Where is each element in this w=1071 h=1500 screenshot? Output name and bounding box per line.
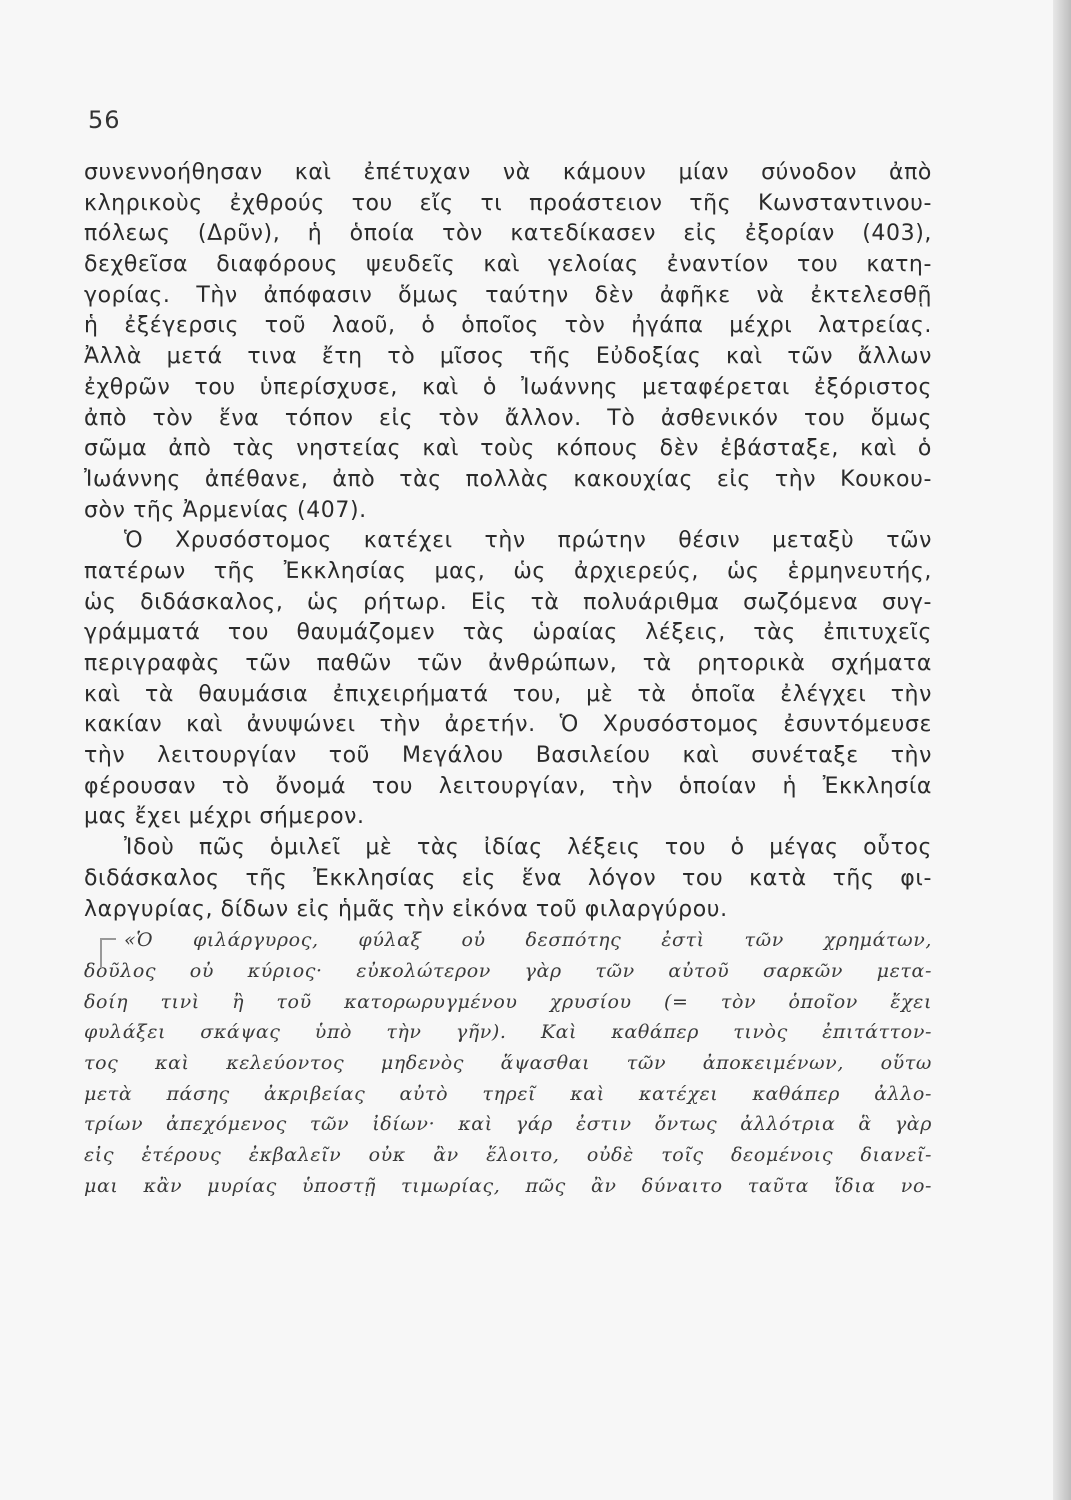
quote-line: μαι κἂν μυρίας ὑποστῇ τιμωρίας, πῶς ἂν δύναιτο ταῦτα ἴδια νο- xyxy=(84,1174,932,1197)
text-line: κακίαν καὶ ἀνυψώνει τὴν ἀρετήν. Ὁ Χρυσόστομος ἐσυντόμευσε xyxy=(84,712,932,738)
paragraph xyxy=(84,833,932,925)
text-line: Ὁ Χρυσόστομος κατέχει τὴν πρώτην θέσιν μεταξὺ τῶν xyxy=(124,528,932,554)
text-line: δεχθεῖσα διαφόρους ψευδεῖς καὶ γελοίας ἐναντίον του κατη- xyxy=(84,252,932,278)
body-text xyxy=(84,158,932,1201)
text-line: Ἀλλὰ μετά τινα ἔτη τὸ μῖσος τῆς Εὐδοξίας καὶ τῶν ἄλλων xyxy=(84,344,932,370)
quote-line: φυλάξει σκάψας ὑπὸ τὴν γῆν). Καὶ καθάπερ τινὸς ἐπιτάττον- xyxy=(84,1021,932,1044)
page-edge-shadow xyxy=(1053,0,1071,1500)
text-line: μας ἔχει μέχρι σήμερον. xyxy=(84,804,365,830)
text-line: σὸν τῆς Ἀρμενίας (407). xyxy=(84,497,367,523)
quote-line: δοίη τινὶ ἢ τοῦ κατορωρυγμένου χρυσίου (= τὸν ὁποῖον ἔχει xyxy=(84,990,932,1013)
paragraph xyxy=(84,526,932,833)
paragraph xyxy=(84,158,932,526)
quotation xyxy=(84,925,932,1201)
text-line: φέρουσαν τὸ ὄνομά του λειτουργίαν, τὴν ὁποίαν ἡ Ἐκκλησία xyxy=(84,773,932,799)
quote-line: τρίων ἀπεχόμενος τῶν ἰδίων· καὶ γάρ ἐστιν ὄντως ἀλλότρια ἃ γὰρ xyxy=(84,1113,932,1136)
text-line: διδάσκαλος τῆς Ἐκκλησίας εἰς ἕνα λόγον του κατὰ τῆς φι- xyxy=(84,865,932,891)
margin-bracket-mark xyxy=(100,938,116,968)
text-line: περιγραφὰς τῶν παθῶν τῶν ἀνθρώπων, τὰ ρητορικὰ σχήματα xyxy=(84,651,932,676)
text-line: πατέρων τῆς Ἐκκλησίας μας, ὡς ἀρχιερεύς, ὡς ἑρμηνευτής, xyxy=(84,558,932,584)
page-number: 56 xyxy=(88,106,121,134)
quote-line: τος καὶ κελεύοντος μηδενὸς ἅψασθαι τῶν ἀποκειμένων, οὕτω xyxy=(84,1051,932,1074)
text-line: πόλεως (Δρῦν), ἡ ὁποία τὸν κατεδίκασεν εἰς ἐξορίαν (403), xyxy=(84,221,932,247)
quote-line: δοῦλος οὐ κύριος· εὐκολώτερον γὰρ τῶν αὐτοῦ σαρκῶν μετα- xyxy=(84,959,932,982)
text-line: κληρικοὺς ἐχθρούς του εἴς τι προάστειον τῆς Κωνσταντινου- xyxy=(84,190,932,216)
quote-line: «Ὁ φιλάργυρος, φύλαξ οὐ δεσπότης ἐστὶ τῶν χρημάτων, xyxy=(124,929,932,952)
text-line: συνεννοήθησαν καὶ ἐπέτυχαν νὰ κάμουν μίαν σύνοδον ἀπὸ xyxy=(84,160,932,185)
text-line: ὡς διδάσκαλος, ὡς ρήτωρ. Εἰς τὰ πολυάριθμα σωζόμενα συγ- xyxy=(84,589,932,615)
text-line: ἡ ἐξέγερσις τοῦ λαοῦ, ὁ ὁποῖος τὸν ἠγάπα μέχρι λατρείας. xyxy=(84,313,932,339)
text-line: τὴν λειτουργίαν τοῦ Μεγάλου Βασιλείου καὶ συνέταξε τὴν xyxy=(84,743,932,769)
text-line: καὶ τὰ θαυμάσια ἐπιχειρήματά του, μὲ τὰ ὁποῖα ἐλέγχει τὴν xyxy=(84,681,932,707)
text-line: ἀπὸ τὸν ἕνα τόπον εἰς τὸν ἄλλον. Τὸ ἀσθενικόν του ὅμως xyxy=(84,405,932,431)
text-line: ἐχθρῶν του ὑπερίσχυσε, καὶ ὁ Ἰωάννης μεταφέρεται ἐξόριστος xyxy=(84,374,932,400)
text-line: λαργυρίας, δίδων εἰς ἡμᾶς τὴν εἰκόνα τοῦ φιλαργύρου. xyxy=(84,896,728,922)
text-line: γορίας. Τὴν ἀπόφασιν ὅμως ταύτην δὲν ἀφῆκε νὰ ἐκτελεσθῇ xyxy=(84,282,932,308)
text-line: σῶμα ἀπὸ τὰς νηστείας καὶ τοὺς κόπους δὲν ἐβάσταξε, καὶ ὁ xyxy=(84,436,932,462)
quote-line: εἰς ἑτέρους ἐκβαλεῖν οὐκ ἂν ἕλοιτο, οὐδὲ τοῖς δεομένοις διανεῖ- xyxy=(84,1144,932,1166)
text-line: Ἰωάννης ἀπέθανε, ἀπὸ τὰς πολλὰς κακουχίας εἰς τὴν Κουκου- xyxy=(84,466,932,492)
text-line: γράμματά του θαυμάζομεν τὰς ὡραίας λέξεις, τὰς ἐπιτυχεῖς xyxy=(84,620,932,646)
quote-line: μετὰ πάσης ἀκριβείας αὐτὸ τηρεῖ καὶ κατέχει καθάπερ ἀλλο- xyxy=(84,1082,932,1105)
text-line: Ἰδοὺ πῶς ὁμιλεῖ μὲ τὰς ἰδίας λέξεις του ὁ μέγας οὗτος xyxy=(124,835,932,861)
